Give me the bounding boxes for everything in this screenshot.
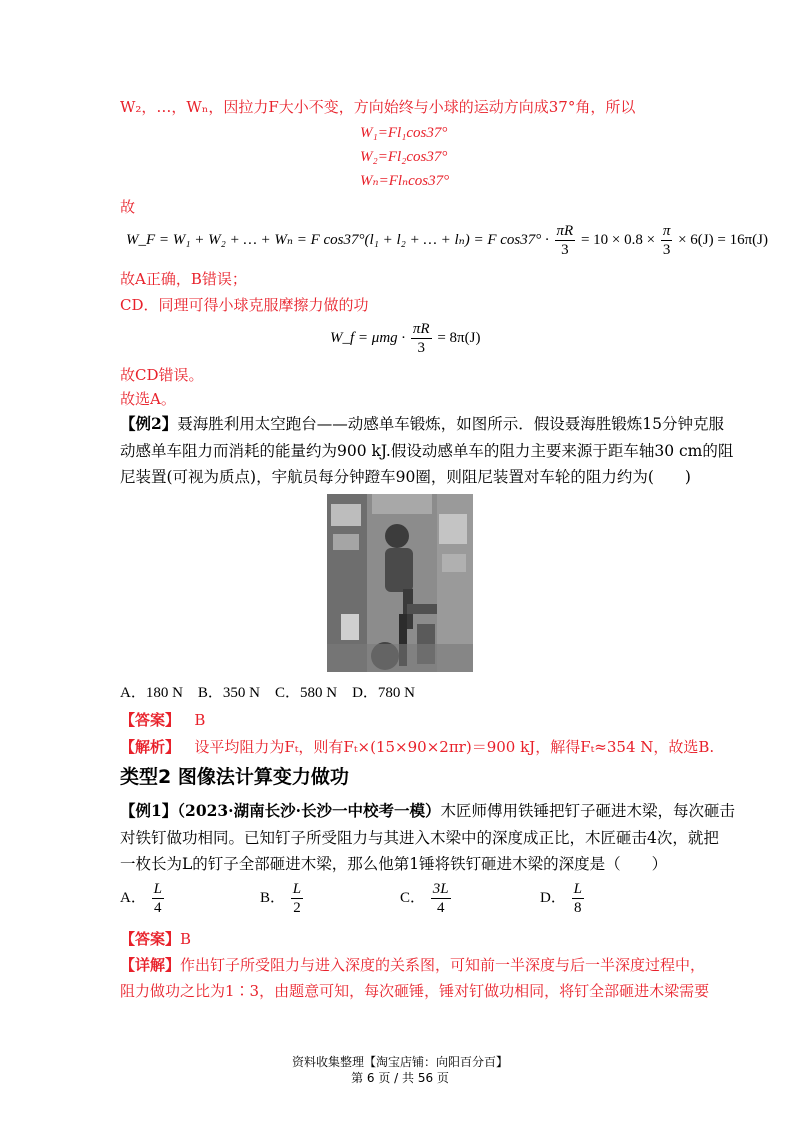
option-d-num: L (573, 881, 582, 897)
ex2-analysis-text: 设平均阻力为Fₜ，则有Fₜ×(15×90×2πr)＝900 kJ，解得Fₜ≈354 N，故选B. (194, 738, 715, 756)
footer-page-number: 第 6 页 / 共 56 页 (351, 1071, 449, 1085)
ex2-analysis-label: 【解析】 (120, 738, 181, 756)
option-a-frac (152, 880, 164, 917)
friction-equation (330, 320, 480, 357)
ex1-answer-value: B (180, 930, 192, 948)
frac1-denominator: 3 (561, 242, 569, 258)
ex1-text-1: 木匠师傅用铁锤把钉子砸进木梁，每次砸击 (440, 802, 735, 820)
work-eq-2: W₂=Fl₂cos37° (360, 149, 448, 165)
intro-line: W₂，…，Wₙ，因拉力F大小不变，方向始终与小球的运动方向成37°角，所以 (120, 98, 636, 116)
astronaut-bike-photo (327, 494, 473, 672)
total-work-lhs: W_F = W₁ + W₂ + … + Wₙ = F cos37°(l₁ + l₂ + … + lₙ) = F cos37° · (126, 231, 549, 248)
ex2-analysis (120, 736, 714, 758)
work-eq-n: Wₙ=Flₙcos37° (360, 173, 450, 189)
ex1-source: （2023·湖南长沙·长沙一中校考一模） (177, 801, 441, 820)
ex2-tag: 【例2】 (120, 414, 178, 433)
ex1-detail-text-1: 作出钉子所受阻力与进入深度的关系图，可知前一半深度与后一半深度过程中， (180, 956, 706, 974)
ex2-line1 (120, 413, 724, 435)
ex2-answer (120, 709, 205, 731)
total-work-rhs: × 6(J) = 16π(J) (678, 231, 768, 248)
ex1-option-a (120, 880, 166, 917)
ex1-detail-line1 (120, 954, 705, 976)
cd-wrong: 故CD错误。 (120, 366, 204, 384)
frac2-numerator: π (662, 223, 671, 239)
option-b-frac (291, 880, 303, 917)
option-a-den: 4 (154, 900, 162, 916)
friction-lhs: W_f = μmg · (330, 329, 406, 346)
ex2-answer-value: B (194, 711, 206, 729)
option-c-frac (431, 880, 451, 917)
option-d-den: 8 (574, 900, 582, 916)
ex1-line3: 一枚长为L的钉子全部砸进木梁，那么他第1锤将铁钉砸进木梁的深度是（ ） (120, 855, 668, 873)
option-b-den: 2 (293, 900, 301, 916)
ex1-option-d (540, 880, 586, 917)
ex2-options: A．180 N B．350 N C．580 N D．780 N (120, 685, 416, 701)
ex2-answer-label: 【答案】 (120, 711, 181, 729)
ex1-option-c (400, 880, 453, 917)
conclusion-a: 故A正确，B错误； (120, 270, 247, 288)
ex1-detail-label: 【详解】 (120, 956, 181, 974)
option-c-den: 4 (436, 900, 445, 916)
ex2-text-1: 聂海胜利用太空跑台——动感单车锻炼，如图所示．假设聂海胜锻炼15分钟克服 (177, 415, 725, 433)
ex1-tag: 【例1】 (120, 801, 178, 820)
ex1-detail-line2: 阻力做功之比为1∶3，由题意可知，每次砸锤，锤对钉做功相同，将钉全部砸进木梁需要 (120, 982, 710, 1000)
frac2-denominator: 3 (662, 242, 671, 258)
ex2-line3: 尼装置(可视为质点)，宇航员每分钟蹬车90圈，则阻尼装置对车轮的阻力约为( ) (120, 468, 691, 486)
friction-frac-denominator: 3 (417, 340, 425, 356)
section-title: 类型2 图像法计算变力做功 (120, 766, 349, 788)
ex2-line2: 动感单车阻力而消耗的能量约为900 kJ.假设动感单车的阻力主要来源于距车轴30 cm的阻 (120, 442, 734, 460)
astronaut-photo-drawing (327, 494, 473, 672)
ex1-option-b (260, 880, 305, 917)
choose-a: 故选A。 (120, 390, 176, 408)
friction-rhs: = 8π(J) (437, 329, 481, 346)
option-b-num: L (292, 881, 302, 897)
option-d-frac (572, 880, 584, 917)
option-b-label: B． (260, 889, 286, 906)
footer-source: 资料收集整理【淘宝店铺：向阳百分百】 (291, 1055, 508, 1069)
cd-line: CD．同理可得小球克服摩擦力做的功 (120, 296, 369, 314)
ex1-line2: 对铁钉做功相同。已知钉子所受阻力与其进入木梁中的深度成正比，木匠砸击4次，就把 (120, 829, 719, 847)
total-work-frac1 (555, 222, 576, 259)
work-eq-1: W₁=Fl₁cos37° (360, 125, 448, 141)
option-d-label: D． (540, 889, 566, 906)
option-c-num: 3L (432, 881, 449, 897)
ex1-answer (120, 928, 191, 950)
total-work-frac2 (661, 222, 673, 259)
option-a-num: L (153, 881, 162, 897)
therefore-label: 故 (120, 198, 136, 216)
frac1-numerator: πR (556, 223, 574, 239)
ex1-line1 (120, 800, 735, 822)
friction-frac (411, 320, 432, 357)
total-work-mid: = 10 × 0.8 × (580, 231, 656, 248)
option-a-label: A． (120, 889, 146, 906)
friction-frac-numerator: πR (412, 321, 430, 337)
option-c-label: C． (400, 889, 426, 906)
ex1-answer-label: 【答案】 (120, 930, 181, 948)
total-work-equation (126, 222, 768, 259)
